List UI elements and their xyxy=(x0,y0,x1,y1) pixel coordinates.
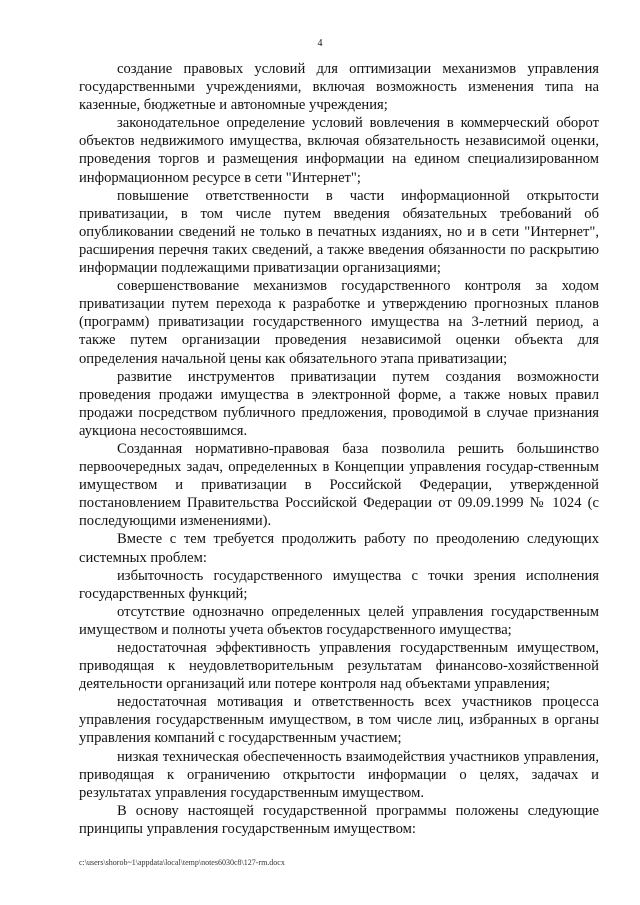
paragraph: совершенствование механизмов государственного контроля за ходом приватизации путем перехода к разработке и утверждению прогнозных планов (программ) приватизации государственного имущества на 3-летний период, а также путем организации проведения независимой оценки объекта для определения начальной цены как обязательного этапа приватизации; xyxy=(79,278,599,367)
paragraph: В основу настоящей государственной программы положены следующие принципы управления государственным имуществом: xyxy=(79,802,599,837)
paragraph: Созданная нормативно-правовая база позволила решить большинство первоочередных задач, определенных в Концепции управления государ-ственным имуществом и приватизации в Российской Федерации, утвержденной постановлением Правительства Российской Федерации от 09.09.1999 № 1024 (с последующими изменениями). xyxy=(79,440,599,530)
paragraph: низкая техническая обеспеченность взаимодействия участников управления, приводящая к ограничению открытости информации о целях, задачах и результатах управления государственным имуществом. xyxy=(79,748,599,801)
paragraph: развитие инструментов приватизации путем создания возможности проведения продажи имущества в электронной форме, а также новых правил продажи посредством публичного предложения, проводимой в случае признания аукциона несостоявшимся. xyxy=(79,368,599,439)
page-number: 4 xyxy=(317,38,323,49)
paragraph: недостаточная мотивация и ответственность всех участников процесса управления государственным имуществом, в том числе лиц, избранных в органы управления компаний с государственным участием; xyxy=(79,694,599,747)
paragraph: отсутствие однозначно определенных целей управления государственным имуществом и полноты учета объектов государственного имущества; xyxy=(79,603,599,638)
paragraph: избыточность государственного имущества с точки зрения исполнения государственных функций; xyxy=(79,567,599,602)
paragraph: Вместе с тем требуется продолжить работу по преодолению следующих системных проблем: xyxy=(79,531,599,566)
paragraph: законодательное определение условий вовлечения в коммерческий оборот объектов недвижимого имущества, включая обязательность независимой оценки, проведения торгов и размещения информации на едином специализированном информационном ресурсе в сети "Интернет"; xyxy=(79,115,599,186)
paragraph: повышение ответственности в части информационной открытости приватизации, в том числе путем введения обязательных требований об опубликовании сведений не только в печатных изданиях, но и в сети "Интернет", расширения перечня таких сведений, а также введения обязанности по раскрытию информации подлежащими приватизации организациями; xyxy=(79,187,599,277)
document-body xyxy=(79,60,599,838)
paragraph: недостаточная эффективность управления государственным имуществом, приводящая к неудовлетворительным результатам финансово-хозяйственной деятельности организаций или потере контроля над объектами управления; xyxy=(79,640,599,693)
footer-file-path: c:\users\shorob~1\appdata\local\temp\notes6030c8\127-rm.docx xyxy=(79,858,285,867)
paragraph: создание правовых условий для оптимизации механизмов управления государственными учреждениями, включая возможность изменения типа на казенные, бюджетные и автономные учреждения; xyxy=(79,61,599,114)
